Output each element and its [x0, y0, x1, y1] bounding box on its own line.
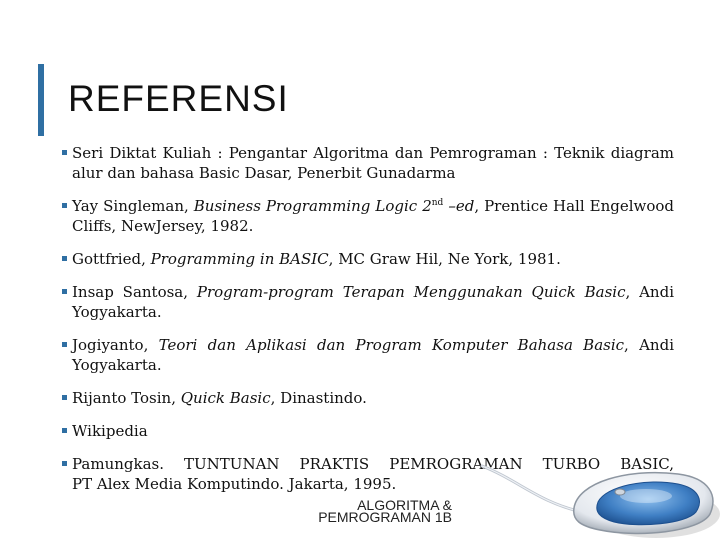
reference-author: Insap Santosa, — [72, 283, 197, 301]
slide-title: REFERENSI — [68, 78, 289, 119]
reference-author: Yay Singleman, — [72, 197, 194, 215]
title-accent-bar — [38, 64, 44, 136]
reference-item — [62, 249, 674, 269]
bullet-icon — [62, 203, 67, 208]
bullet-icon — [62, 428, 67, 433]
computer-mouse-icon — [478, 462, 720, 540]
reference-publisher: , MC Graw Hil, Ne York, 1981. — [328, 250, 561, 268]
reference-publisher: , Andi Yogyakarta. — [72, 283, 674, 321]
reference-edition: –ed — [443, 197, 475, 215]
slide-footer — [300, 498, 452, 524]
bullet-icon — [62, 289, 67, 294]
reference-book-title: Business Programming Logic 2 — [193, 197, 432, 215]
bullet-icon — [62, 395, 67, 400]
reference-text: Wikipedia — [72, 422, 148, 440]
reference-author: Gottfried, — [72, 250, 151, 268]
reference-list — [62, 143, 674, 507]
bullet-icon — [62, 256, 67, 261]
reference-text: Seri Diktat Kuliah : Pengantar Algoritma dan Pemrograman : Teknik diagram alur dan bahasa Basic Dasar, Penerbit Gunadarma — [72, 144, 674, 182]
bullet-icon — [62, 150, 67, 155]
reference-author: Jogiyanto, — [72, 336, 159, 354]
reference-item — [62, 421, 674, 441]
reference-superscript: nd — [431, 198, 444, 208]
reference-item — [62, 143, 674, 183]
footer-line-2: PEMROGRAMAN 1B — [318, 509, 452, 525]
reference-text-line-2: PT Alex Media Komputindo. Jakarta, 1995. — [72, 475, 397, 493]
reference-book-title: Programming in BASIC — [150, 250, 329, 268]
reference-book-title: Teori dan Aplikasi dan Program Komputer Bahasa Basic — [158, 336, 625, 354]
reference-item — [62, 282, 674, 322]
reference-publisher: , Andi Yogyakarta. — [72, 336, 674, 374]
reference-item — [62, 335, 674, 375]
reference-publisher: , Prentice Hall Engelwood Cliffs, NewJersey, 1982. — [72, 197, 675, 235]
footer-line-1: ALGORITMA & — [357, 497, 452, 513]
reference-text-line-1: Pamungkas. TUNTUNAN PRAKTIS PEMROGRAMAN TURBO BASIC, — [72, 455, 674, 473]
bullet-icon — [62, 461, 67, 466]
reference-author: Rijanto Tosin, — [72, 389, 181, 407]
reference-publisher: , Dinastindo. — [270, 389, 367, 407]
reference-book-title: Program-program Terapan Menggunakan Quick Basic — [196, 283, 626, 301]
reference-item — [62, 196, 674, 236]
bullet-icon — [62, 342, 67, 347]
reference-item — [62, 388, 674, 408]
reference-book-title: Quick Basic — [180, 389, 271, 407]
